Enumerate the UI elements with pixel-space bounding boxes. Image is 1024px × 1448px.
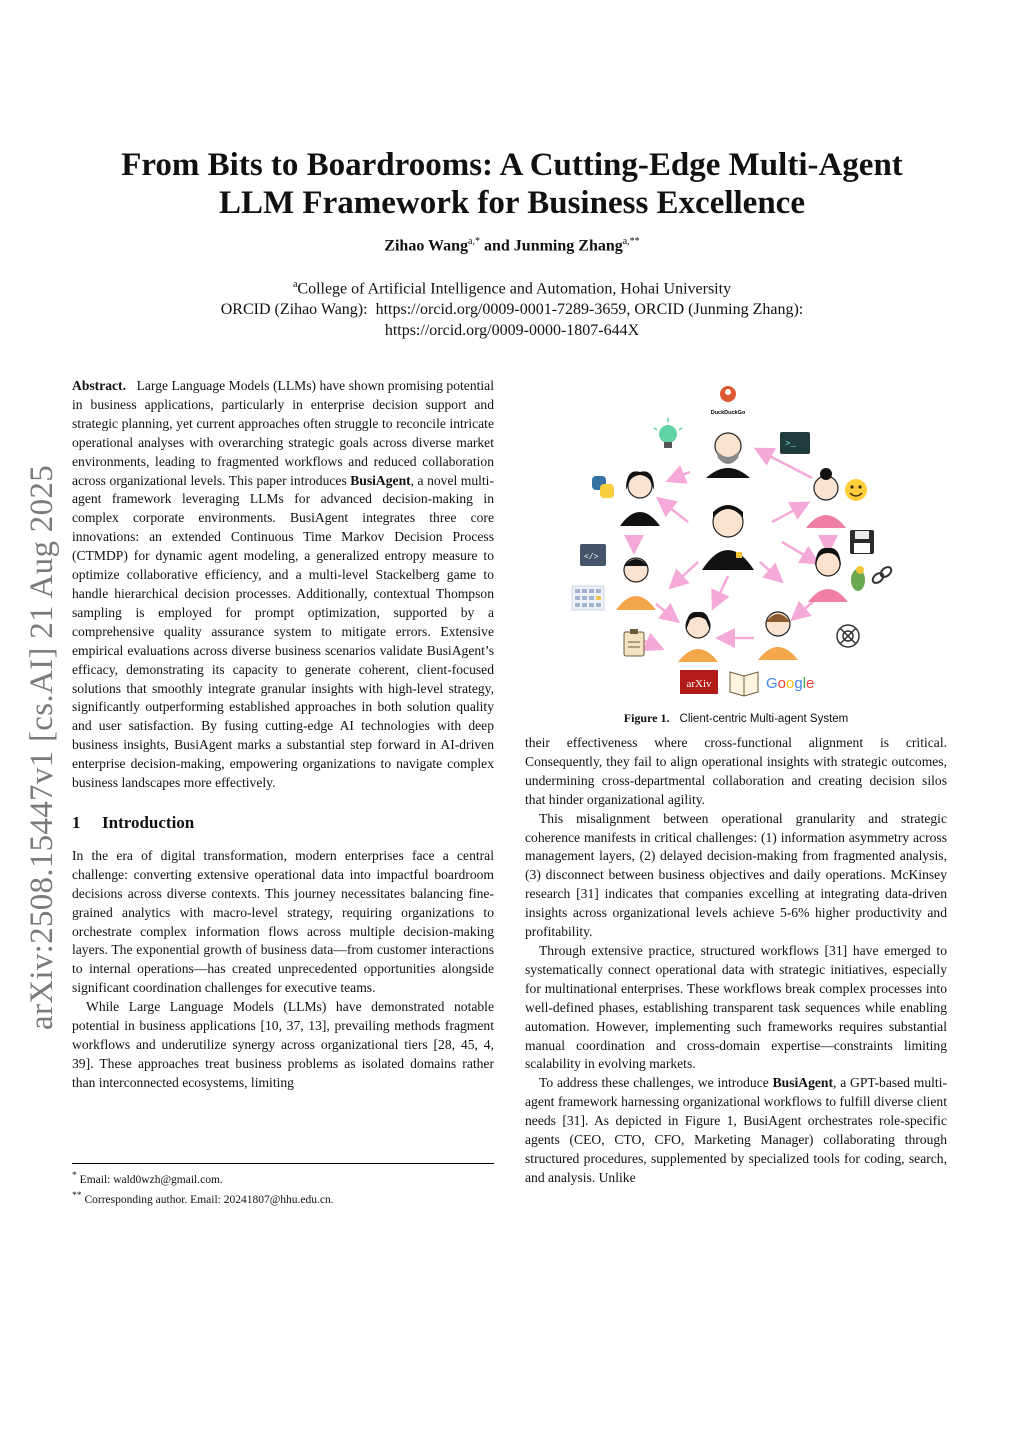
section-number: 1 <box>72 812 81 832</box>
calculator-icon <box>572 586 604 610</box>
section-heading-introduction <box>72 813 494 833</box>
agent-left-middle <box>616 558 656 610</box>
title-line-1: From Bits to Boardrooms: A Cutting-Edge Multi-Agent <box>121 147 903 183</box>
paper-title <box>60 146 964 222</box>
svg-text:</>: </> <box>584 553 599 562</box>
terminal-icon <box>780 432 810 454</box>
agent-right-middle <box>808 548 848 602</box>
figure-caption-text: Client-centric Multi-agent System <box>679 713 849 725</box>
author-2-marks: a,** <box>622 236 640 247</box>
agent-ceo-center <box>702 505 754 570</box>
code-icon <box>580 544 606 566</box>
book-icon <box>730 672 758 696</box>
footnote-divider <box>72 1163 494 1164</box>
lightbulb-icon <box>654 418 682 448</box>
abstract-text-part-1: Large Language Models (LLMs) have shown promising potential in business applications, particularly in enterprise decision support and strategic planning, yet current approaches often struggle to reconcile intricate operational analyses with overarching strategic goals across diverse market environments, leading to fragmented workflows and reduced collaboration across organizational levels. This paper introduces <box>72 378 494 488</box>
section-title: Introduction <box>102 812 195 832</box>
right-paragraph-3: Through extensive practice, structured workflows [31] have emerged to systematically connect operational data with strategic initiatives, especially for multinational enterprises. These workflows break complex processes into well-defined phases, establishing transparent task sequences while enabling automation. However, implementing such frameworks requires substantial manual coordination and cross-domain expertise—constraints limiting scalability in evolving markets. <box>525 942 947 1072</box>
duckduckgo-logo-text: DuckDuckGo <box>710 410 746 416</box>
abstract-busiagent-name: BusiAgent <box>350 472 411 488</box>
footnote-2: ** Corresponding author. Email: 20241807@hhu.edu.cn. <box>72 1189 334 1206</box>
figure-1-caption <box>525 711 947 726</box>
arxiv-logo-text: arXiv <box>686 678 712 690</box>
affiliation-line-1: College of Artificial Intelligence and Automation, Hohai University <box>297 280 732 298</box>
floppy-disk-icon <box>850 530 874 554</box>
abstract-label: Abstract. <box>72 378 126 393</box>
affiliation-mark: a <box>292 279 298 290</box>
author-1: Zihao Wang <box>384 237 469 255</box>
agent-left-top <box>620 471 660 526</box>
footnotes <box>72 1168 494 1208</box>
python-icon <box>592 476 614 498</box>
agent-bottom-right <box>758 612 798 660</box>
link-icon <box>871 565 893 585</box>
author-joiner: and <box>480 237 514 255</box>
figure-label: Figure 1. <box>623 711 670 725</box>
arxiv-identifier-stamp: arXiv:2508.15447v1 [cs.AI] 21 Aug 2025 <box>24 464 60 1030</box>
arxiv-icon <box>680 670 718 694</box>
affiliation-line-2: ORCID (Zihao Wang): https://orcid.org/0009-0001-7289-3659, ORCID (Junming Zhang): <box>220 301 804 319</box>
title-line-2: LLM Framework for Business Excellence <box>219 185 805 221</box>
svg-text:>_: >_ <box>785 439 796 449</box>
clipboard-icon <box>624 629 644 656</box>
workflow-arrows <box>624 450 828 648</box>
affiliation-block <box>130 274 894 341</box>
right-paragraph-1: their effectiveness where cross-functional alignment is critical. Consequently, they fail to align operational insights with strategic outcomes, undermining cross-departmental collaboration and creating decision silos that hinder organizational agility. <box>525 735 947 807</box>
openai-icon <box>837 625 859 647</box>
right-paragraph-2: This misalignment between operational granularity and strategic coherence manifests in critical challenges: (1) information asymmetry across management layers, (2) delayed decision-making from fragmented analysis, (3) disconnect between business objectives and daily operations. McKinsey research [31] indicates that companies excelling at integrating data-driven insights across organizational levels achieve 5-6% higher productivity and profitability. <box>525 810 947 940</box>
agent-bottom-left <box>678 612 718 662</box>
affiliation-line-3: https://orcid.org/0009-0000-1807-644X <box>384 322 640 340</box>
parrot-icon <box>851 566 865 591</box>
author-list <box>60 236 964 255</box>
intro-paragraph-1: In the era of digital transformation, modern enterprises face a central challenge: converting extensive operational data into impactful boardroom decisions across diverse contexts. This journey necessitates balancing fine-grained analytics with macro-level strategy, requiring organizations to orchestrate complex information flows across multiple decision-making layers. The exponential growth of business data—from customer interactions to internal operations—has created unprecedented opportunities alongside significant coordination challenges for executive teams. <box>72 847 494 996</box>
agent-top <box>706 433 750 478</box>
abstract <box>72 377 494 793</box>
footnote-1: * Email: wald0wzh@gmail.com. <box>72 1170 223 1186</box>
abstract-text-part-2: , a novel multi-agent framework leveraging LLMs for advanced decision-making in complex corporate environments. BusiAgent integrates three core innovations: an extended Continuous Time Markov Decision Process (CTMDP) for dynamic agent modeling, a generalized entropy measure to optimize collaborative efficiency, and a multi-level Stackelberg game to handle hierarchical decision processes. Additionally, contextual Thompson sampling is employed for prompt optimization, supported by a comprehensive quality assurance system to mitigate errors. Extensive empirical evaluations across diverse business scenarios validate BusiAgent’s efficacy, demonstrating its capacity to generate coherent, client-focused solutions that smoothly integrate granular insights with high-level strategy, significantly outperforming established approaches in both solution quality and user satisfaction. By fusing cutting-edge AI technologies with deep business insights, BusiAgent marks a substantial step forward in AI-driven enterprise decision-making, empowering organizations to navigate complex business landscapes more effectively. <box>72 472 494 791</box>
intro-paragraph-2: While Large Language Models (LLMs) have demonstrated notable potential in business applications [10, 37, 13], prevailing methods fragment workflows and underutilize synergy across organizational tiers [28, 45, 4, 39]. These approaches treat business problems as isolated domains rather than interconnected ecosystems, limiting <box>72 999 494 1090</box>
google-icon: Google <box>766 675 815 692</box>
author-1-marks: a,* <box>468 236 480 247</box>
hugging-face-icon <box>845 479 867 501</box>
duckduckgo-icon <box>711 386 746 416</box>
figure-1-illustration <box>560 380 912 702</box>
busiagent-name: BusiAgent <box>772 1075 834 1091</box>
left-column <box>72 377 494 1093</box>
author-2: Junming Zhang <box>513 237 623 255</box>
right-paragraph-4: To address these challenges, we introduce BusiAgent, a GPT-based multi-agent framework harnessing organizational workflows to fulfill diverse client needs [31]. As depicted in Figure 1, BusiAgent orchestrates role-specific agents (CEO, CTO, CFO, Marketing Manager) collaborating through structured procedures, supplemented by specialized tools for coding, search, and analysis. Unlike <box>525 1075 947 1185</box>
right-column <box>525 734 947 1188</box>
